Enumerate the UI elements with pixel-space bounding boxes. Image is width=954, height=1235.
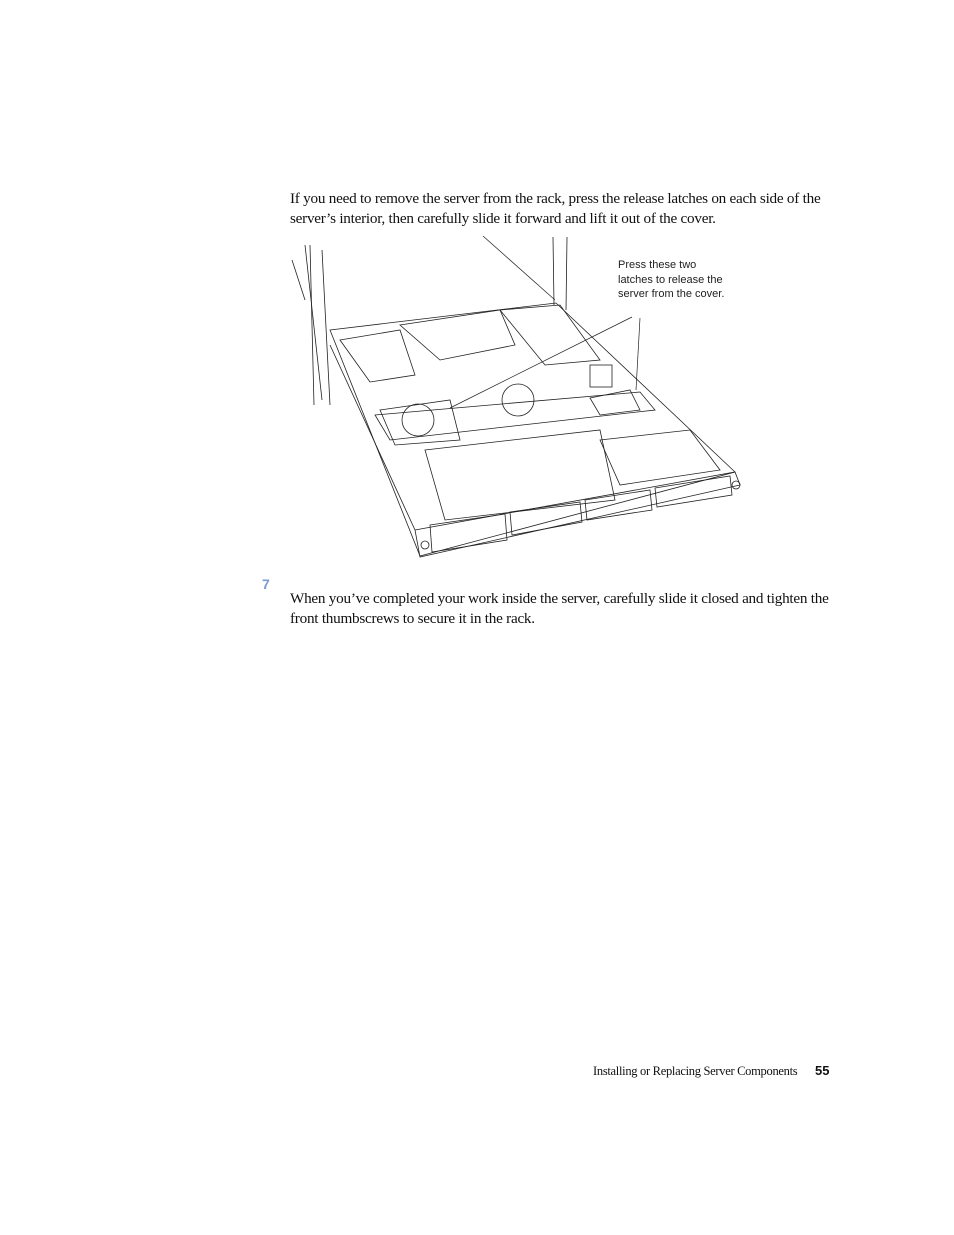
footer-section-title: Installing or Replacing Server Components (593, 1064, 798, 1078)
step-7-text: When you’ve completed your work inside the server, carefully slide it closed and tighten the front thumbscrews to secure it in the rack. (290, 590, 829, 628)
rack-post-left (292, 245, 330, 405)
step-number: 7 (262, 576, 270, 592)
leader-lines (450, 236, 640, 408)
latch-callout: Press these two latches to release the server from the cover. (618, 259, 725, 301)
rack-post-right (553, 237, 567, 310)
intro-paragraph: If you need to remove the server from the rack, press the release latches on each side of the server’s interior, then carefully slide it forward and lift it out of the cover. (290, 190, 821, 228)
server-chassis (330, 303, 740, 557)
page-number: 55 (815, 1063, 830, 1078)
